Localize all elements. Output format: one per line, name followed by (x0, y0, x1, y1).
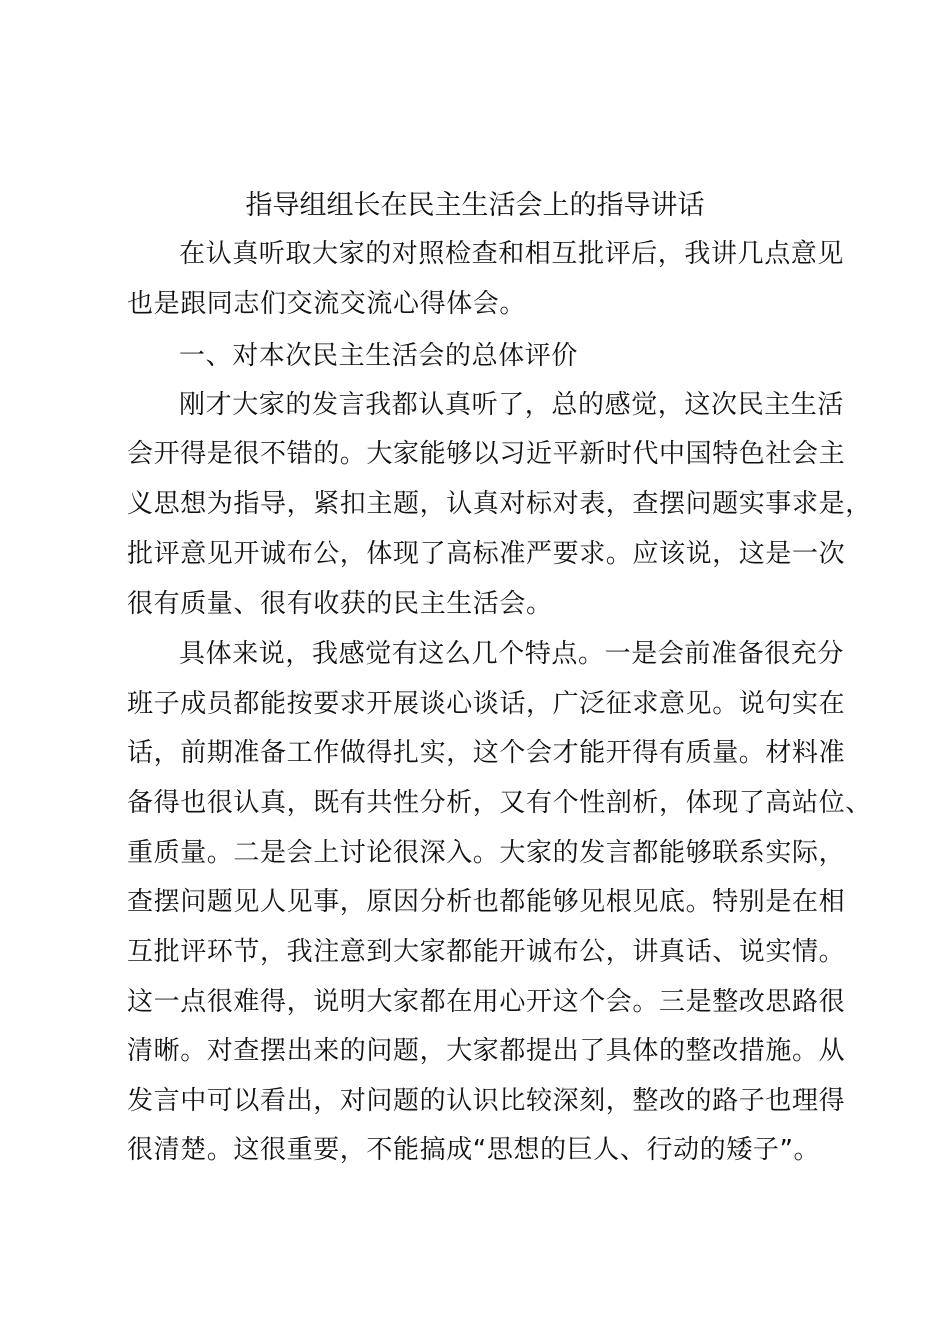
paragraph-line: 这一点很难得，说明大家都在用心开这个会。三是整改思路很 (127, 987, 846, 1017)
paragraph-line: 互批评环节，我注意到大家都能开诚布公，讲真话、说实情。 (127, 937, 846, 967)
paragraph-line: 也是跟同志们交流交流心得体会。 (127, 289, 527, 319)
paragraph-line: 重质量。二是会上讨论很深入。大家的发言都能够联系实际， (127, 838, 846, 868)
paragraph-line: 会开得是很不错的。大家能够以习近平新时代中国特色社会主 (127, 439, 846, 469)
paragraph-line: 具体来说，我感觉有这么几个特点。一是会前准备很充分 (179, 639, 845, 669)
paragraph-line: 义思想为指导，紧扣主题，认真对标对表，查摆问题实事求是， (127, 489, 872, 519)
paragraph-line: 发言中可以看出，对问题的认识比较深刻，整改的路子也理得 (127, 1086, 846, 1116)
section-heading: 一、对本次民主生活会的总体评价 (179, 341, 579, 371)
paragraph-line: 清晰。对查摆出来的问题，大家都提出了具体的整改措施。从 (127, 1036, 846, 1066)
paragraph-line: 很有质量、很有收获的民主生活会。 (127, 589, 553, 619)
paragraph-line: 班子成员都能按要求开展谈心谈话，广泛征求意见。说句实在 (127, 689, 846, 719)
paragraph-line: 很清楚。这很重要，不能搞成“思想的巨人、行动的矮子”。 (127, 1135, 821, 1165)
document-title: 指导组组长在民主生活会上的指导讲话 (245, 190, 705, 221)
paragraph-line: 备得也很认真，既有共性分析，又有个性剖析，体现了高站位、 (127, 788, 872, 818)
paragraph-line: 话，前期准备工作做得扎实，这个会才能开得有质量。材料准 (127, 738, 846, 768)
paragraph-line: 批评意见开诚布公，体现了高标准严要求。应该说，这是一次 (127, 539, 846, 569)
paragraph-line: 在认真听取大家的对照检查和相互批评后，我讲几点意见 (179, 239, 845, 269)
paragraph-line: 查摆问题见人见事，原因分析也都能够见根见底。特别是在相 (127, 887, 846, 917)
paragraph-line: 刚才大家的发言我都认真听了，总的感觉，这次民主生活 (179, 390, 845, 420)
